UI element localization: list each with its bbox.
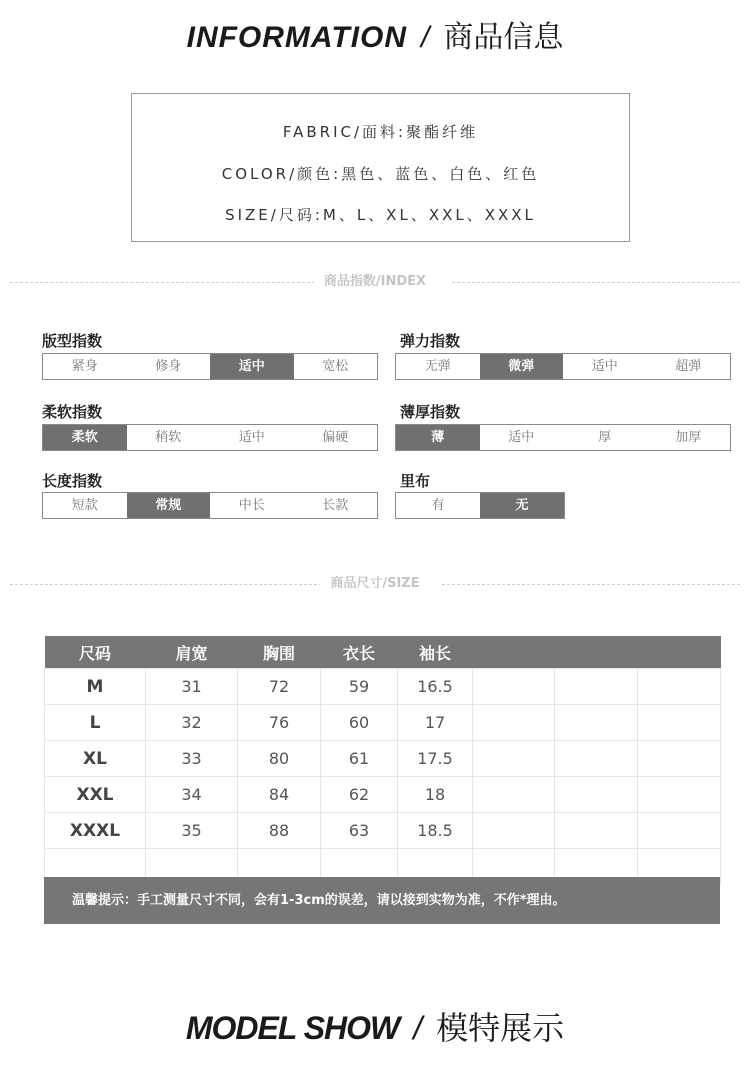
- measure-cell: 31: [146, 669, 238, 705]
- elasticity-option: 适中: [591, 359, 618, 374]
- table-row: [45, 705, 721, 741]
- size-table-header-cell: 尺码: [45, 636, 146, 669]
- size-table-header-cell: 衣长: [321, 636, 398, 669]
- measure-cell: [473, 741, 555, 777]
- model-heading-en: MODEL SHOW: [185, 1010, 400, 1046]
- model-heading-slash: /: [413, 1010, 423, 1046]
- fit-option: 修身: [155, 359, 182, 374]
- measure-cell: [555, 669, 638, 705]
- measure-cell: [638, 741, 721, 777]
- measure-cell: 18: [398, 777, 473, 813]
- softness-index-bar: [42, 424, 378, 451]
- index-section-divider: [10, 274, 740, 290]
- measure-cell: 84: [238, 777, 321, 813]
- info-heading-zh: 商品信息: [443, 20, 564, 55]
- measure-cell: [638, 813, 721, 849]
- measure-cell: 32: [146, 705, 238, 741]
- measure-cell: [638, 705, 721, 741]
- measure-cell: 16.5: [398, 669, 473, 705]
- elasticity-index-title: 弹力指数: [400, 332, 461, 350]
- measure-cell: 17.5: [398, 741, 473, 777]
- info-heading-slash: /: [421, 21, 430, 54]
- measure-cell: 18.5: [398, 813, 473, 849]
- length-option: 长款: [322, 498, 349, 513]
- size-cell: XXXL: [45, 813, 146, 849]
- measure-cell: 88: [238, 813, 321, 849]
- size-table-header-cell: 肩宽: [146, 636, 238, 669]
- table-row: [45, 813, 721, 849]
- measure-cell: [473, 705, 555, 741]
- length-index-bar: [42, 492, 378, 519]
- softness-option-selected: 柔软: [43, 425, 127, 450]
- measure-cell: 34: [146, 777, 238, 813]
- size-table-header: [45, 636, 721, 669]
- elasticity-option: 无弹: [424, 359, 451, 374]
- table-row: [45, 669, 721, 705]
- index-section-label: 商品指数/INDEX: [314, 274, 436, 289]
- softness-option: 稍软: [155, 430, 182, 445]
- measure-cell: 72: [238, 669, 321, 705]
- measure-cell: 17: [398, 705, 473, 741]
- lining-title: 里布: [400, 472, 431, 490]
- length-option-selected: 常规: [127, 493, 211, 518]
- size-table-header-cell: 胸围: [238, 636, 321, 669]
- size-table-header-cell: [638, 636, 721, 669]
- elasticity-index-bar: [395, 353, 731, 380]
- elasticity-option-selected: 微弹: [480, 354, 564, 379]
- size-table-header-cell: [555, 636, 638, 669]
- size-table-header-cell: 袖长: [398, 636, 473, 669]
- thickness-option: 厚: [598, 430, 612, 445]
- measurement-note: 温馨提示：手工测量尺寸不同，会有1-3cm的误差，请以接到实物为准，不作*理由。: [44, 877, 720, 924]
- product-info-box: [131, 93, 630, 242]
- size-table-header-cell: [473, 636, 555, 669]
- measure-cell: 33: [146, 741, 238, 777]
- softness-index-title: 柔软指数: [42, 403, 103, 421]
- fit-option-selected: 适中: [210, 354, 294, 379]
- size-cell: XL: [45, 741, 146, 777]
- fit-index-title: 版型指数: [42, 332, 103, 350]
- thickness-option: 加厚: [675, 430, 702, 445]
- measure-cell: 59: [321, 669, 398, 705]
- softness-option: 偏硬: [322, 430, 349, 445]
- thickness-index-title: 薄厚指数: [400, 403, 461, 421]
- measure-cell: [555, 705, 638, 741]
- measure-cell: [638, 777, 721, 813]
- info-heading-en: INFORMATION: [186, 21, 408, 54]
- measure-cell: 80: [238, 741, 321, 777]
- measure-cell: 60: [321, 705, 398, 741]
- size-cell: L: [45, 705, 146, 741]
- length-option: 短款: [71, 498, 98, 513]
- fit-option: 宽松: [322, 359, 349, 374]
- measure-cell: [638, 669, 721, 705]
- size-info: SIZE/尺码:M、L、XL、XXL、XXXL: [225, 206, 536, 224]
- measure-cell: [555, 813, 638, 849]
- table-row: [45, 741, 721, 777]
- lining-option-selected: 无: [480, 493, 564, 518]
- size-table: [44, 636, 721, 885]
- measure-cell: [555, 777, 638, 813]
- size-section-divider: [10, 576, 740, 592]
- table-row: [45, 777, 721, 813]
- softness-option: 适中: [238, 430, 265, 445]
- model-heading: [0, 1006, 750, 1050]
- measure-cell: [555, 741, 638, 777]
- fit-option: 紧身: [71, 359, 98, 374]
- size-cell: XXL: [45, 777, 146, 813]
- measure-cell: 76: [238, 705, 321, 741]
- lining-option: 有: [431, 498, 445, 513]
- thickness-option-selected: 薄: [396, 425, 480, 450]
- measure-cell: [473, 813, 555, 849]
- color-info: COLOR/颜色:黑色、蓝色、白色、红色: [221, 165, 540, 183]
- thickness-option: 适中: [508, 430, 535, 445]
- lining-bar: [395, 492, 565, 519]
- length-option: 中长: [238, 498, 265, 513]
- measure-cell: 63: [321, 813, 398, 849]
- measure-cell: [473, 669, 555, 705]
- size-cell: M: [45, 669, 146, 705]
- info-heading: [0, 18, 750, 58]
- length-index-title: 长度指数: [42, 472, 103, 490]
- measure-cell: 35: [146, 813, 238, 849]
- model-heading-zh: 模特展示: [436, 1009, 565, 1047]
- fit-index-bar: [42, 353, 378, 380]
- fabric-info: FABRIC/面料:聚酯纤维: [282, 123, 479, 141]
- thickness-index-bar: [395, 424, 731, 451]
- size-section-label: 商品尺寸/SIZE: [320, 576, 429, 591]
- measure-cell: [473, 777, 555, 813]
- measure-cell: 61: [321, 741, 398, 777]
- elasticity-option: 超弹: [675, 359, 702, 374]
- measure-cell: 62: [321, 777, 398, 813]
